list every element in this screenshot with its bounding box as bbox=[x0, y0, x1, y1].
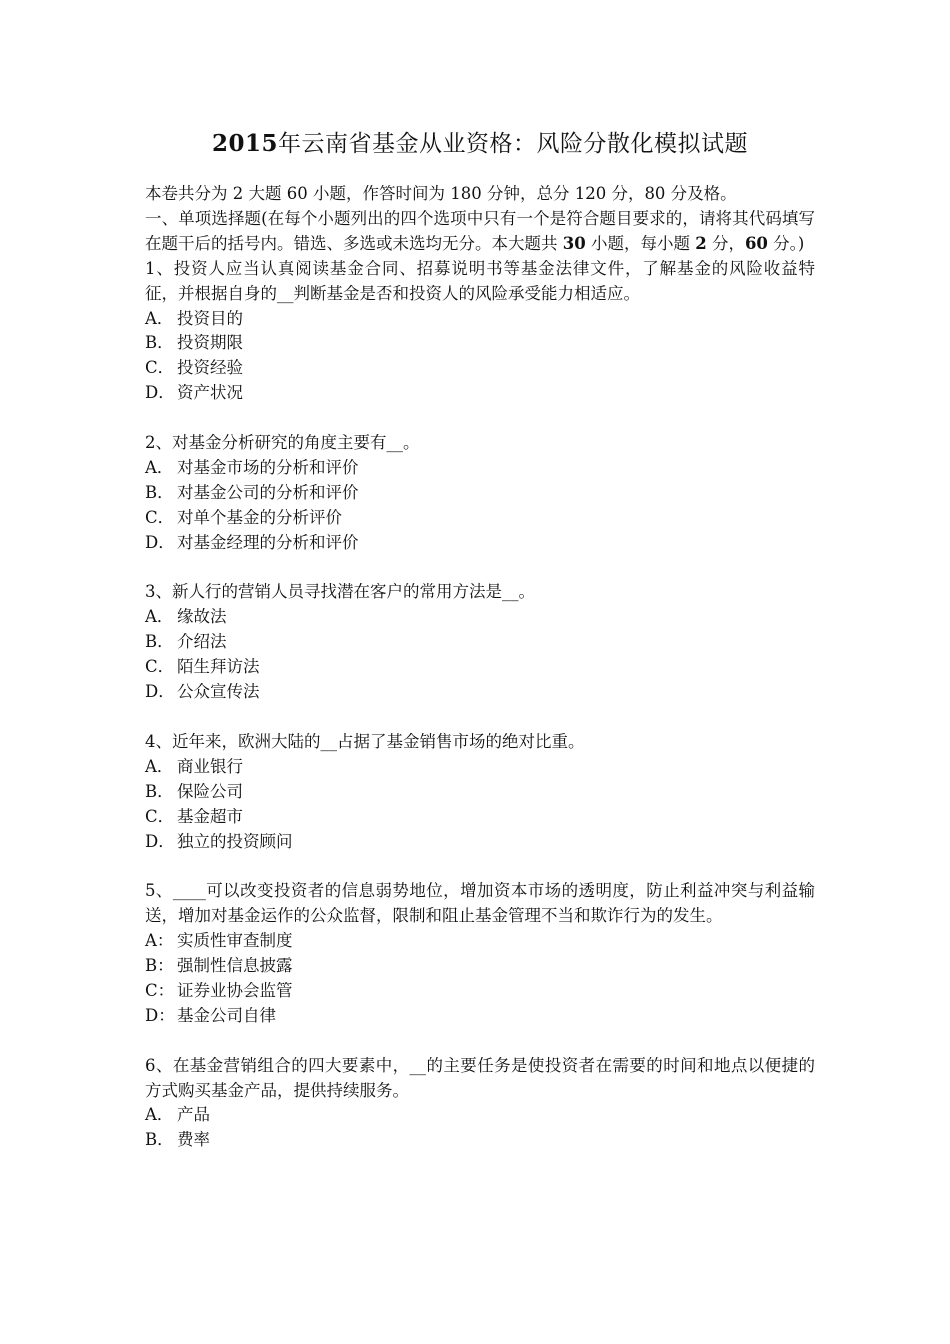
option-text: 对基金公司的分析和评价 bbox=[177, 482, 359, 502]
option-letter: D． bbox=[145, 532, 175, 552]
answer-option bbox=[145, 1004, 815, 1029]
option-letter: D： bbox=[145, 1005, 175, 1025]
option-text: 实质性审查制度 bbox=[177, 931, 293, 951]
option-text: 基金超市 bbox=[177, 806, 243, 826]
answer-option bbox=[145, 356, 815, 381]
question-stem: 2、对基金分析研究的角度主要有__。 bbox=[145, 433, 420, 453]
option-letter: C． bbox=[145, 507, 175, 527]
option-text: 商业银行 bbox=[177, 756, 243, 776]
option-letter: A． bbox=[145, 308, 174, 328]
section-heading-text: 分。) bbox=[767, 233, 805, 253]
answer-option bbox=[145, 506, 815, 531]
question-spacer bbox=[145, 556, 815, 581]
option-text: 对基金市场的分析和评价 bbox=[177, 457, 359, 477]
answer-option bbox=[145, 531, 815, 556]
option-text: 资产状况 bbox=[177, 383, 243, 403]
exam-intro: 本卷共分为 2 大题 60 小题，作答时间为 180 分钟，总分 120 分，80 分及格。 bbox=[145, 184, 737, 203]
answer-option bbox=[145, 954, 815, 979]
question-stem: 3、新人行的营销人员寻找潜在客户的常用方法是__。 bbox=[145, 582, 535, 602]
question-list bbox=[145, 257, 815, 1154]
title-year: 2015 bbox=[211, 130, 278, 157]
option-text: 公众宣传法 bbox=[177, 682, 260, 702]
question-block bbox=[145, 730, 815, 855]
option-letter: D． bbox=[145, 383, 175, 403]
answer-option bbox=[145, 929, 815, 954]
question-block bbox=[145, 431, 815, 556]
question-spacer bbox=[145, 854, 815, 879]
answer-option bbox=[145, 630, 815, 655]
per-question-score: 2 bbox=[695, 233, 707, 253]
option-letter: A． bbox=[145, 457, 174, 477]
option-letter: C． bbox=[145, 806, 175, 826]
answer-option bbox=[145, 456, 815, 481]
option-text: 强制性信息披露 bbox=[177, 956, 293, 976]
option-letter: A． bbox=[145, 1105, 174, 1125]
option-text: 独立的投资顾问 bbox=[177, 831, 293, 851]
option-text: 投资目的 bbox=[177, 308, 243, 328]
answer-option bbox=[145, 830, 815, 855]
answer-option bbox=[145, 979, 815, 1004]
option-text: 缘故法 bbox=[177, 607, 227, 627]
option-text: 费率 bbox=[177, 1130, 210, 1150]
option-text: 基金公司自律 bbox=[177, 1005, 276, 1025]
section-heading-text: 一、单项选择题(在每个小题列出的四个选项中只有一个是符合题目要求的，请将其代码填写在题干后的括号内。错选、多选或未选均无分。本大题共 bbox=[145, 208, 815, 253]
option-letter: C． bbox=[145, 657, 175, 677]
question-count: 30 bbox=[562, 233, 586, 253]
question-stem: 4、近年来，欧洲大陆的__占据了基金销售市场的绝对比重。 bbox=[145, 731, 585, 751]
question-block bbox=[145, 580, 815, 705]
option-letter: A： bbox=[145, 931, 174, 951]
section-heading-text: 小题，每小题 bbox=[585, 233, 696, 253]
option-text: 保险公司 bbox=[177, 781, 243, 801]
title-text: 年云南省基金从业资格：风险分散化模拟试题 bbox=[278, 131, 748, 157]
question-spacer bbox=[145, 406, 815, 431]
answer-option bbox=[145, 307, 815, 332]
option-text: 投资经验 bbox=[177, 358, 243, 378]
question-stem: 1、投资人应当认真阅读基金合同、招募说明书等基金法律文件，了解基金的风险收益特征，并根据自身的__判断基金是否和投资人的风险承受能力相适应。 bbox=[145, 258, 815, 303]
document-title bbox=[145, 128, 815, 160]
option-letter: B． bbox=[145, 333, 174, 353]
answer-option bbox=[145, 755, 815, 780]
option-letter: D． bbox=[145, 682, 175, 702]
question-block bbox=[145, 257, 815, 406]
answer-option bbox=[145, 481, 815, 506]
option-text: 产品 bbox=[177, 1105, 210, 1125]
option-letter: B： bbox=[145, 956, 174, 976]
answer-option bbox=[145, 780, 815, 805]
answer-option bbox=[145, 805, 815, 830]
option-letter: A． bbox=[145, 756, 174, 776]
option-text: 介绍法 bbox=[177, 632, 227, 652]
option-text: 陌生拜访法 bbox=[177, 657, 260, 677]
answer-option bbox=[145, 655, 815, 680]
question-stem: 5、____可以改变投资者的信息弱势地位，增加资本市场的透明度，防止利益冲突与利益输送，增加对基金运作的公众监督，限制和阻止基金管理不当和欺诈行为的发生。 bbox=[145, 881, 815, 926]
question-spacer bbox=[145, 705, 815, 730]
section-total-score: 60 bbox=[744, 233, 768, 253]
option-letter: D． bbox=[145, 831, 175, 851]
answer-option bbox=[145, 1103, 815, 1128]
question-block bbox=[145, 1054, 815, 1154]
option-letter: A． bbox=[145, 607, 174, 627]
answer-option bbox=[145, 331, 815, 356]
option-letter: C． bbox=[145, 358, 175, 378]
option-letter: B． bbox=[145, 632, 174, 652]
question-block bbox=[145, 879, 815, 1028]
option-letter: B． bbox=[145, 781, 174, 801]
answer-option bbox=[145, 1128, 815, 1153]
answer-option bbox=[145, 381, 815, 406]
question-spacer bbox=[145, 1029, 815, 1054]
document-page bbox=[145, 128, 815, 1153]
answer-option bbox=[145, 605, 815, 630]
option-letter: B． bbox=[145, 482, 174, 502]
answer-option bbox=[145, 680, 815, 705]
option-text: 证券业协会监管 bbox=[177, 980, 293, 1000]
section-heading-text: 分， bbox=[706, 233, 745, 253]
option-letter: C： bbox=[145, 980, 175, 1000]
option-text: 对基金经理的分析和评价 bbox=[177, 532, 359, 552]
question-stem: 6、在基金营销组合的四大要素中，__的主要任务是使投资者在需要的时间和地点以便捷的方式购买基金产品，提供持续服务。 bbox=[145, 1055, 815, 1100]
option-letter: B． bbox=[145, 1130, 174, 1150]
option-text: 投资期限 bbox=[177, 333, 243, 353]
section-heading bbox=[145, 207, 815, 257]
option-text: 对单个基金的分析评价 bbox=[177, 507, 342, 527]
